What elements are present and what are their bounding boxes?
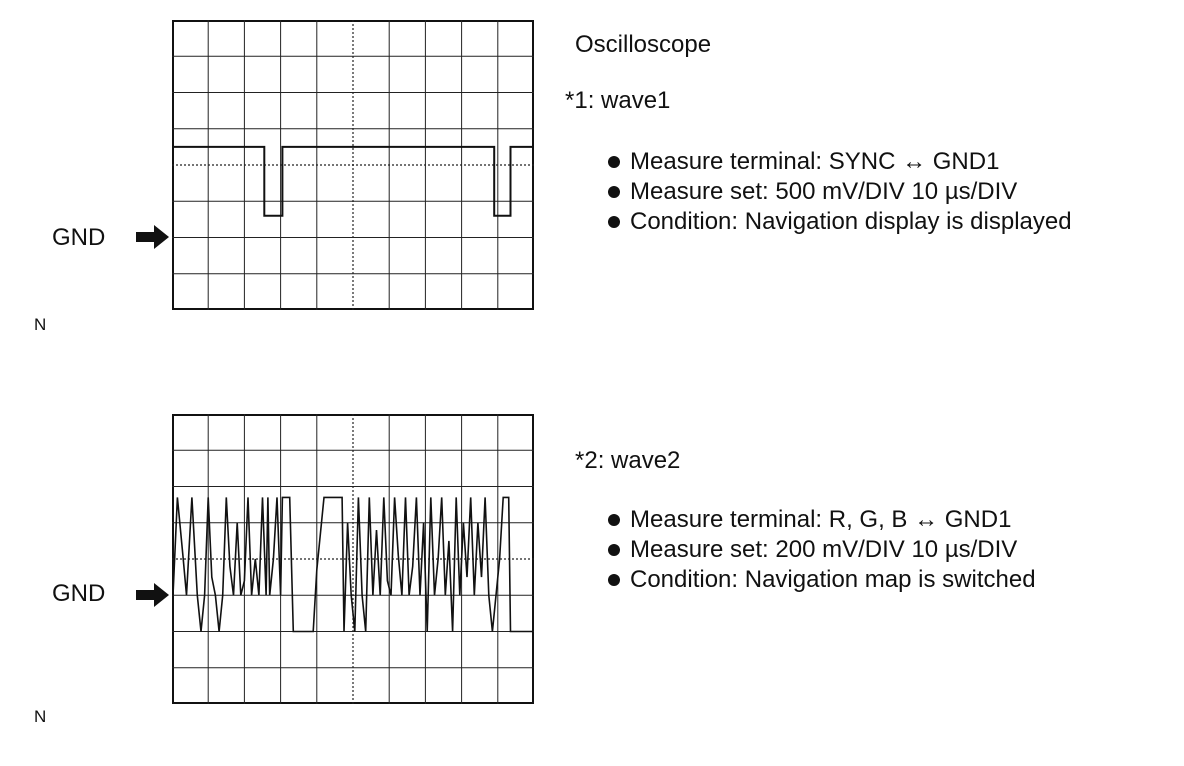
gnd-label-wave2: GND (52, 580, 106, 607)
wave2-condition: Condition: Navigation map is switched (608, 565, 1036, 595)
bullet-icon (608, 186, 620, 198)
wave2-measure-terminal: Measure terminal: R, G, B ↔ GND1 (608, 505, 1036, 535)
gnd-arrow-icon (136, 582, 170, 608)
waveform-trace-wave2 (173, 497, 533, 631)
figure-code-wave1: N (34, 315, 47, 334)
gnd-label-wave1: GND (52, 224, 106, 251)
bullet-icon (608, 514, 620, 526)
wave1-details (608, 147, 1072, 237)
wave2-caption: *2: wave2 (575, 447, 681, 474)
figure-code-wave2: N (34, 707, 47, 726)
bullet-icon (608, 544, 620, 556)
bullet-icon (608, 156, 620, 168)
wave1-measure-set: Measure set: 500 mV/DIV 10 µs/DIV (608, 177, 1072, 207)
scope-grid (172, 20, 534, 310)
page-title: Oscilloscope (575, 31, 712, 58)
oscilloscope-screen-wave2 (172, 414, 534, 704)
wave2-details (608, 505, 1036, 595)
oscilloscope-screen-wave1 (172, 20, 534, 310)
wave2-measure-set: Measure set: 200 mV/DIV 10 µs/DIV (608, 535, 1036, 565)
gnd-arrow-icon (136, 224, 170, 250)
wave1-condition: Condition: Navigation display is displayed (608, 207, 1072, 237)
wave1-measure-terminal: Measure terminal: SYNC ↔ GND1 (608, 147, 1072, 177)
bullet-icon (608, 216, 620, 228)
wave1-caption: *1: wave1 (565, 87, 671, 114)
bullet-icon (608, 574, 620, 586)
